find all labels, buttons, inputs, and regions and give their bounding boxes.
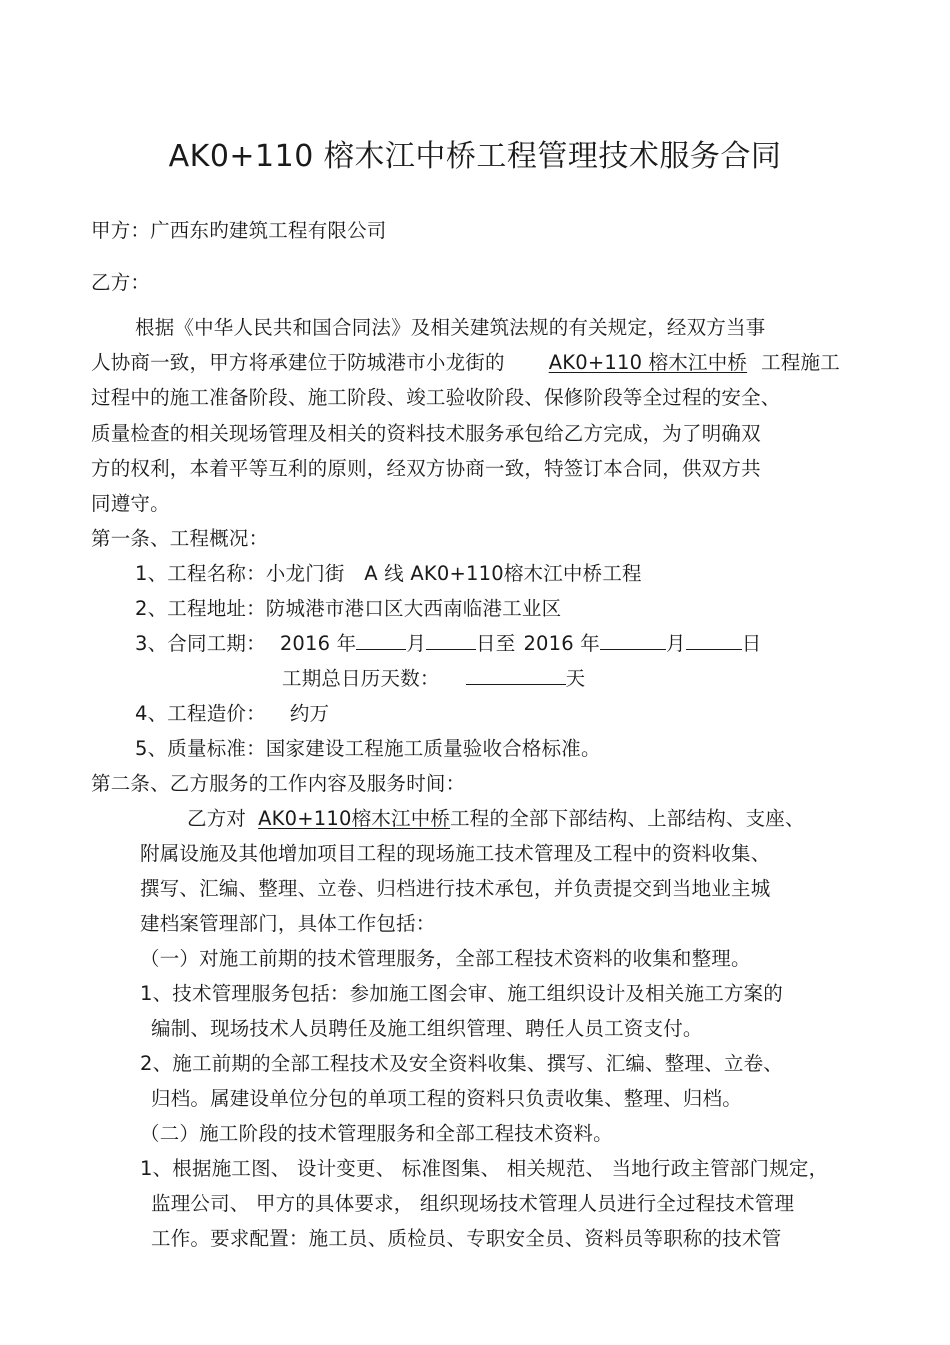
- intro-text: 人协商一致，甲方将承建位于防城港市小龙街的: [91, 351, 505, 374]
- article-1-item-3: [135, 631, 761, 657]
- intro-line-2: [91, 350, 840, 376]
- days-blank: [466, 666, 566, 685]
- section-2-item-1-cont: 监理公司、 甲方的具体要求， 组织现场技术管理人员进行全过程技术管理: [151, 1192, 795, 1215]
- item-3-label: 3、合同工期：: [135, 632, 266, 655]
- article-2-para-1: [187, 806, 805, 832]
- section-1-item-1: 1、技术管理服务包括：参加施工图会审、施工组织设计及相关施工方案的: [140, 982, 784, 1005]
- article-1-item-4: [135, 701, 329, 727]
- day-blank: [426, 631, 476, 650]
- item-4-label: 4、工程造价：: [135, 702, 266, 725]
- total-days-line: [282, 666, 585, 692]
- party-b: 乙方：: [91, 271, 151, 294]
- article-2-para-4: 建档案管理部门，具体工作包括：: [140, 912, 436, 935]
- month-unit: 月: [406, 632, 427, 655]
- intro-text: 工程施工: [761, 351, 840, 374]
- days-unit: 天: [565, 667, 586, 690]
- para-text: 工程的全部下部结构、上部结构、支座、: [450, 807, 805, 830]
- section-2-item-1-cont-2: 工作。要求配置：施工员、质检员、专职安全员、资料员等职称的技术管: [151, 1227, 782, 1250]
- start-year: 2016 年: [279, 632, 357, 655]
- page-title: AK0+110 榕木江中桥工程管理技术服务合同: [168, 139, 782, 174]
- project-name-underlined: AK0+110 榕木江中桥: [548, 351, 748, 374]
- month-blank: [600, 631, 666, 650]
- intro-line-3: 过程中的施工准备阶段、施工阶段、竣工验收阶段、保修阶段等全过程的安全、: [91, 386, 781, 409]
- intro-line-5: 方的权利，本着平等互利的原则，经双方协商一致，特签订本合同，供双方共: [91, 457, 761, 480]
- article-2-heading: 第二条、乙方服务的工作内容及服务时间：: [91, 772, 466, 795]
- section-1-item-2: 2、施工前期的全部工程技术及安全资料收集、撰写、汇编、整理、立卷、: [140, 1052, 784, 1075]
- total-days-label: 工期总日历天数：: [282, 667, 440, 690]
- month-unit: 月: [665, 632, 686, 655]
- article-1-heading: 第一条、工程概况：: [91, 527, 269, 550]
- article-2-para-3: 撰写、汇编、整理、立卷、归档进行技术承包，并负责提交到当地业主城: [140, 877, 771, 900]
- day-to: 日至: [476, 632, 516, 655]
- project-name-underlined: AK0+110榕木江中桥: [258, 807, 451, 830]
- article-1-item-2: 2、工程地址：防城港市港口区大西南临港工业区: [135, 597, 562, 620]
- article-2-para-2: 附属设施及其他增加项目工程的现场施工技术管理及工程中的资料收集、: [140, 842, 771, 865]
- intro-line-1: 根据《中华人民共和国合同法》及相关建筑法规的有关规定，经双方当事: [135, 316, 766, 339]
- party-a: 甲方：广西东旳建筑工程有限公司: [91, 219, 387, 242]
- intro-line-4: 质量检查的相关现场管理及相关的资料技术服务承包给乙方完成，为了明确双: [91, 422, 761, 445]
- section-1-item-1-cont: 编制、现场技术人员聘任及施工组织管理、聘任人员工资支付。: [151, 1017, 703, 1040]
- day-blank: [686, 631, 742, 650]
- section-1-item-2-cont: 归档。属建设单位分包的单项工程的资料只负责收集、整理、归档。: [151, 1087, 743, 1110]
- section-2-heading: （二）施工阶段的技术管理服务和全部工程技术资料。: [140, 1122, 613, 1145]
- section-1-heading: （一）对施工前期的技术管理服务，全部工程技术资料的收集和整理。: [140, 947, 751, 970]
- para-text: 乙方对: [187, 807, 247, 830]
- section-2-item-1: 1、根据施工图、 设计变更、 标准图集、 相关规范、 当地行政主管部门规定，: [140, 1157, 829, 1180]
- end-year: 2016 年: [523, 632, 600, 655]
- month-blank: [356, 631, 406, 650]
- day-unit: 日: [741, 632, 762, 655]
- intro-line-6: 同遵守。: [91, 492, 170, 515]
- article-1-item-5: 5、质量标准：国家建设工程施工质量验收合格标准。: [135, 737, 601, 760]
- article-1-item-1: 1、工程名称：小龙门街 A 线 AK0+110榕木江中桥工程: [135, 562, 642, 585]
- item-4-value: 约万: [289, 702, 330, 725]
